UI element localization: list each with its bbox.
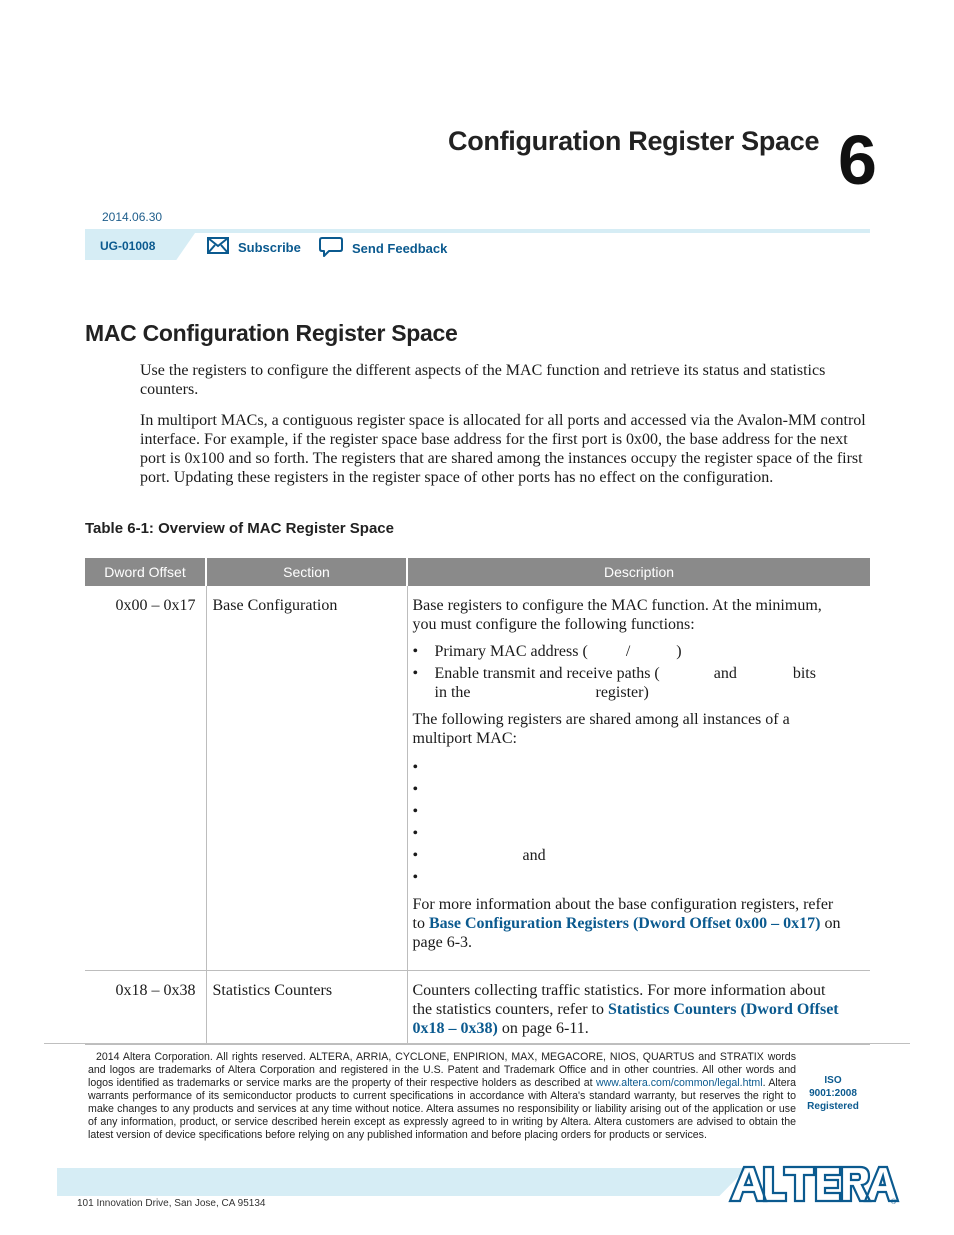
description-cell: [407, 586, 870, 971]
header-rule: [85, 229, 870, 233]
iso-line: Registered: [807, 1101, 859, 1112]
description-intro: Base registers to configure the MAC function. At the minimum, you must configure the following functions:: [412, 597, 822, 633]
statistics-counters-link[interactable]: Statistics Counters (Dword Offset 0x18 – 0x38): [412, 1001, 839, 1037]
offset-cell: 0x18 – 0x38: [85, 971, 206, 1045]
list-item: [413, 758, 845, 777]
iso-line: 9001:2008: [809, 1088, 857, 1099]
speech-bubble-icon: [319, 236, 343, 261]
document-id: UG-01008: [100, 239, 156, 253]
bullet-text: Enable transmit and receive paths (: [434, 665, 660, 682]
bullet-text: bits: [792, 665, 816, 682]
header-description: Description: [407, 558, 870, 586]
bullet-text: /: [625, 643, 631, 660]
required-functions-list: [413, 642, 845, 702]
legal-text-part: . Altera warrants performance of its semiconductor products to current specifications in accordance with Altera's standard warranty, but reserves the right to make changes to any products and services at any time without notice. Altera assumes no responsibility or liability arising out of the application or use of any information, product, or service described herein except as expressly agreed to in writing by Altera. Altera customers are advised to obtain the latest version of device specifications before relying on any published information and before placing orders for products or services.: [88, 1077, 797, 1141]
shared-registers-list: [413, 758, 845, 887]
bullet-text: ): [676, 643, 682, 660]
list-item: [413, 846, 845, 865]
more-info-prefix: For more information about the base configuration registers, refer to: [412, 896, 834, 932]
legal-link[interactable]: www.altera.com/common/legal.html: [596, 1077, 763, 1089]
send-feedback-label: Send Feedback: [352, 241, 448, 256]
statistics-description: [413, 981, 845, 1038]
subscribe-label: Subscribe: [238, 239, 301, 255]
chapter-number: 6: [838, 121, 877, 199]
base-config-registers-link[interactable]: Base Configuration Registers (Dword Offset 0x00 – 0x17): [428, 915, 821, 932]
bullet-text: Primary MAC address (: [434, 643, 588, 660]
subscribe-link[interactable]: [207, 237, 301, 257]
iso-badge: [802, 1074, 864, 1113]
section-cell: Base Configuration: [206, 586, 407, 971]
intro-paragraph: Use the registers to configure the different aspects of the MAC function and retrieve its status and statistics counters.: [140, 362, 826, 398]
altera-logo: [728, 1163, 900, 1210]
bullet-text: in the: [434, 684, 471, 701]
send-feedback-link[interactable]: [319, 236, 447, 261]
list-item: [413, 824, 845, 843]
section-cell: Statistics Counters: [206, 971, 407, 1045]
table-caption: Table 6-1: Overview of MAC Register Space: [85, 520, 394, 537]
mac-register-table: [85, 558, 870, 1045]
bullet-text: and: [522, 847, 546, 864]
header-dword-offset: Dword Offset: [85, 558, 206, 586]
iso-line: ISO: [824, 1075, 842, 1086]
chapter-title: Configuration Register Space: [448, 126, 820, 156]
statistics-desc-suffix: on page 6-11.: [501, 1020, 589, 1037]
section-heading: MAC Configuration Register Space: [85, 320, 458, 346]
list-item: [413, 868, 845, 887]
header-section: Section: [206, 558, 407, 586]
list-item: [413, 802, 845, 821]
company-address: 101 Innovation Drive, San Jose, CA 95134: [77, 1198, 266, 1209]
footer-rule: [44, 1043, 910, 1044]
list-item: [413, 780, 845, 799]
table-header-row: [85, 558, 870, 586]
multiport-paragraph: In multiport MACs, a contiguous register space is allocated for all ports and accessed via the Avalon-MM control interface. For example, if the register space base address for the first port is 0x00, the base address for the next port is 0x100 and so forth. The registers that are shared among the instances occupy the register space of the first port. Updating these registers in the register space of other ports has no effect on the configuration.: [140, 412, 866, 486]
more-info-suffix: on page 6-3.: [412, 915, 841, 951]
bullet-text: and: [713, 665, 737, 682]
offset-cell: 0x00 – 0x17: [85, 586, 206, 971]
more-info-text: [413, 895, 845, 952]
envelope-icon: [207, 237, 229, 257]
bullet-text: register): [595, 684, 649, 701]
document-date: 2014.06.30: [102, 210, 163, 224]
table-row: [85, 586, 870, 971]
list-item: [413, 664, 845, 702]
table-row: [85, 971, 870, 1045]
description-cell: [407, 971, 870, 1045]
list-item: [413, 642, 845, 661]
svg-text:®: ®: [891, 1199, 897, 1205]
shared-registers-intro: The following registers are shared among all instances of a multiport MAC:: [412, 711, 790, 747]
statistics-desc-prefix: Counters collecting traffic statistics. For more information about the statistics counters, refer to: [412, 982, 826, 1018]
legal-text-part: 2014 Altera Corporation. All rights reserved. ALTERA, ARRIA, CYCLONE, ENPIRION, MAX, MEGACORE, NIOS, QUARTUS and STRATIX words and logos are trademarks of Altera Corporation and registered in the U.S. Patent and Trademark Office and in other countries. All other words and logos identified as trademarks or service marks are the property of their respective holders as described at: [88, 1051, 796, 1089]
legal-notice: [88, 1051, 796, 1142]
footer-band: [57, 1168, 747, 1196]
